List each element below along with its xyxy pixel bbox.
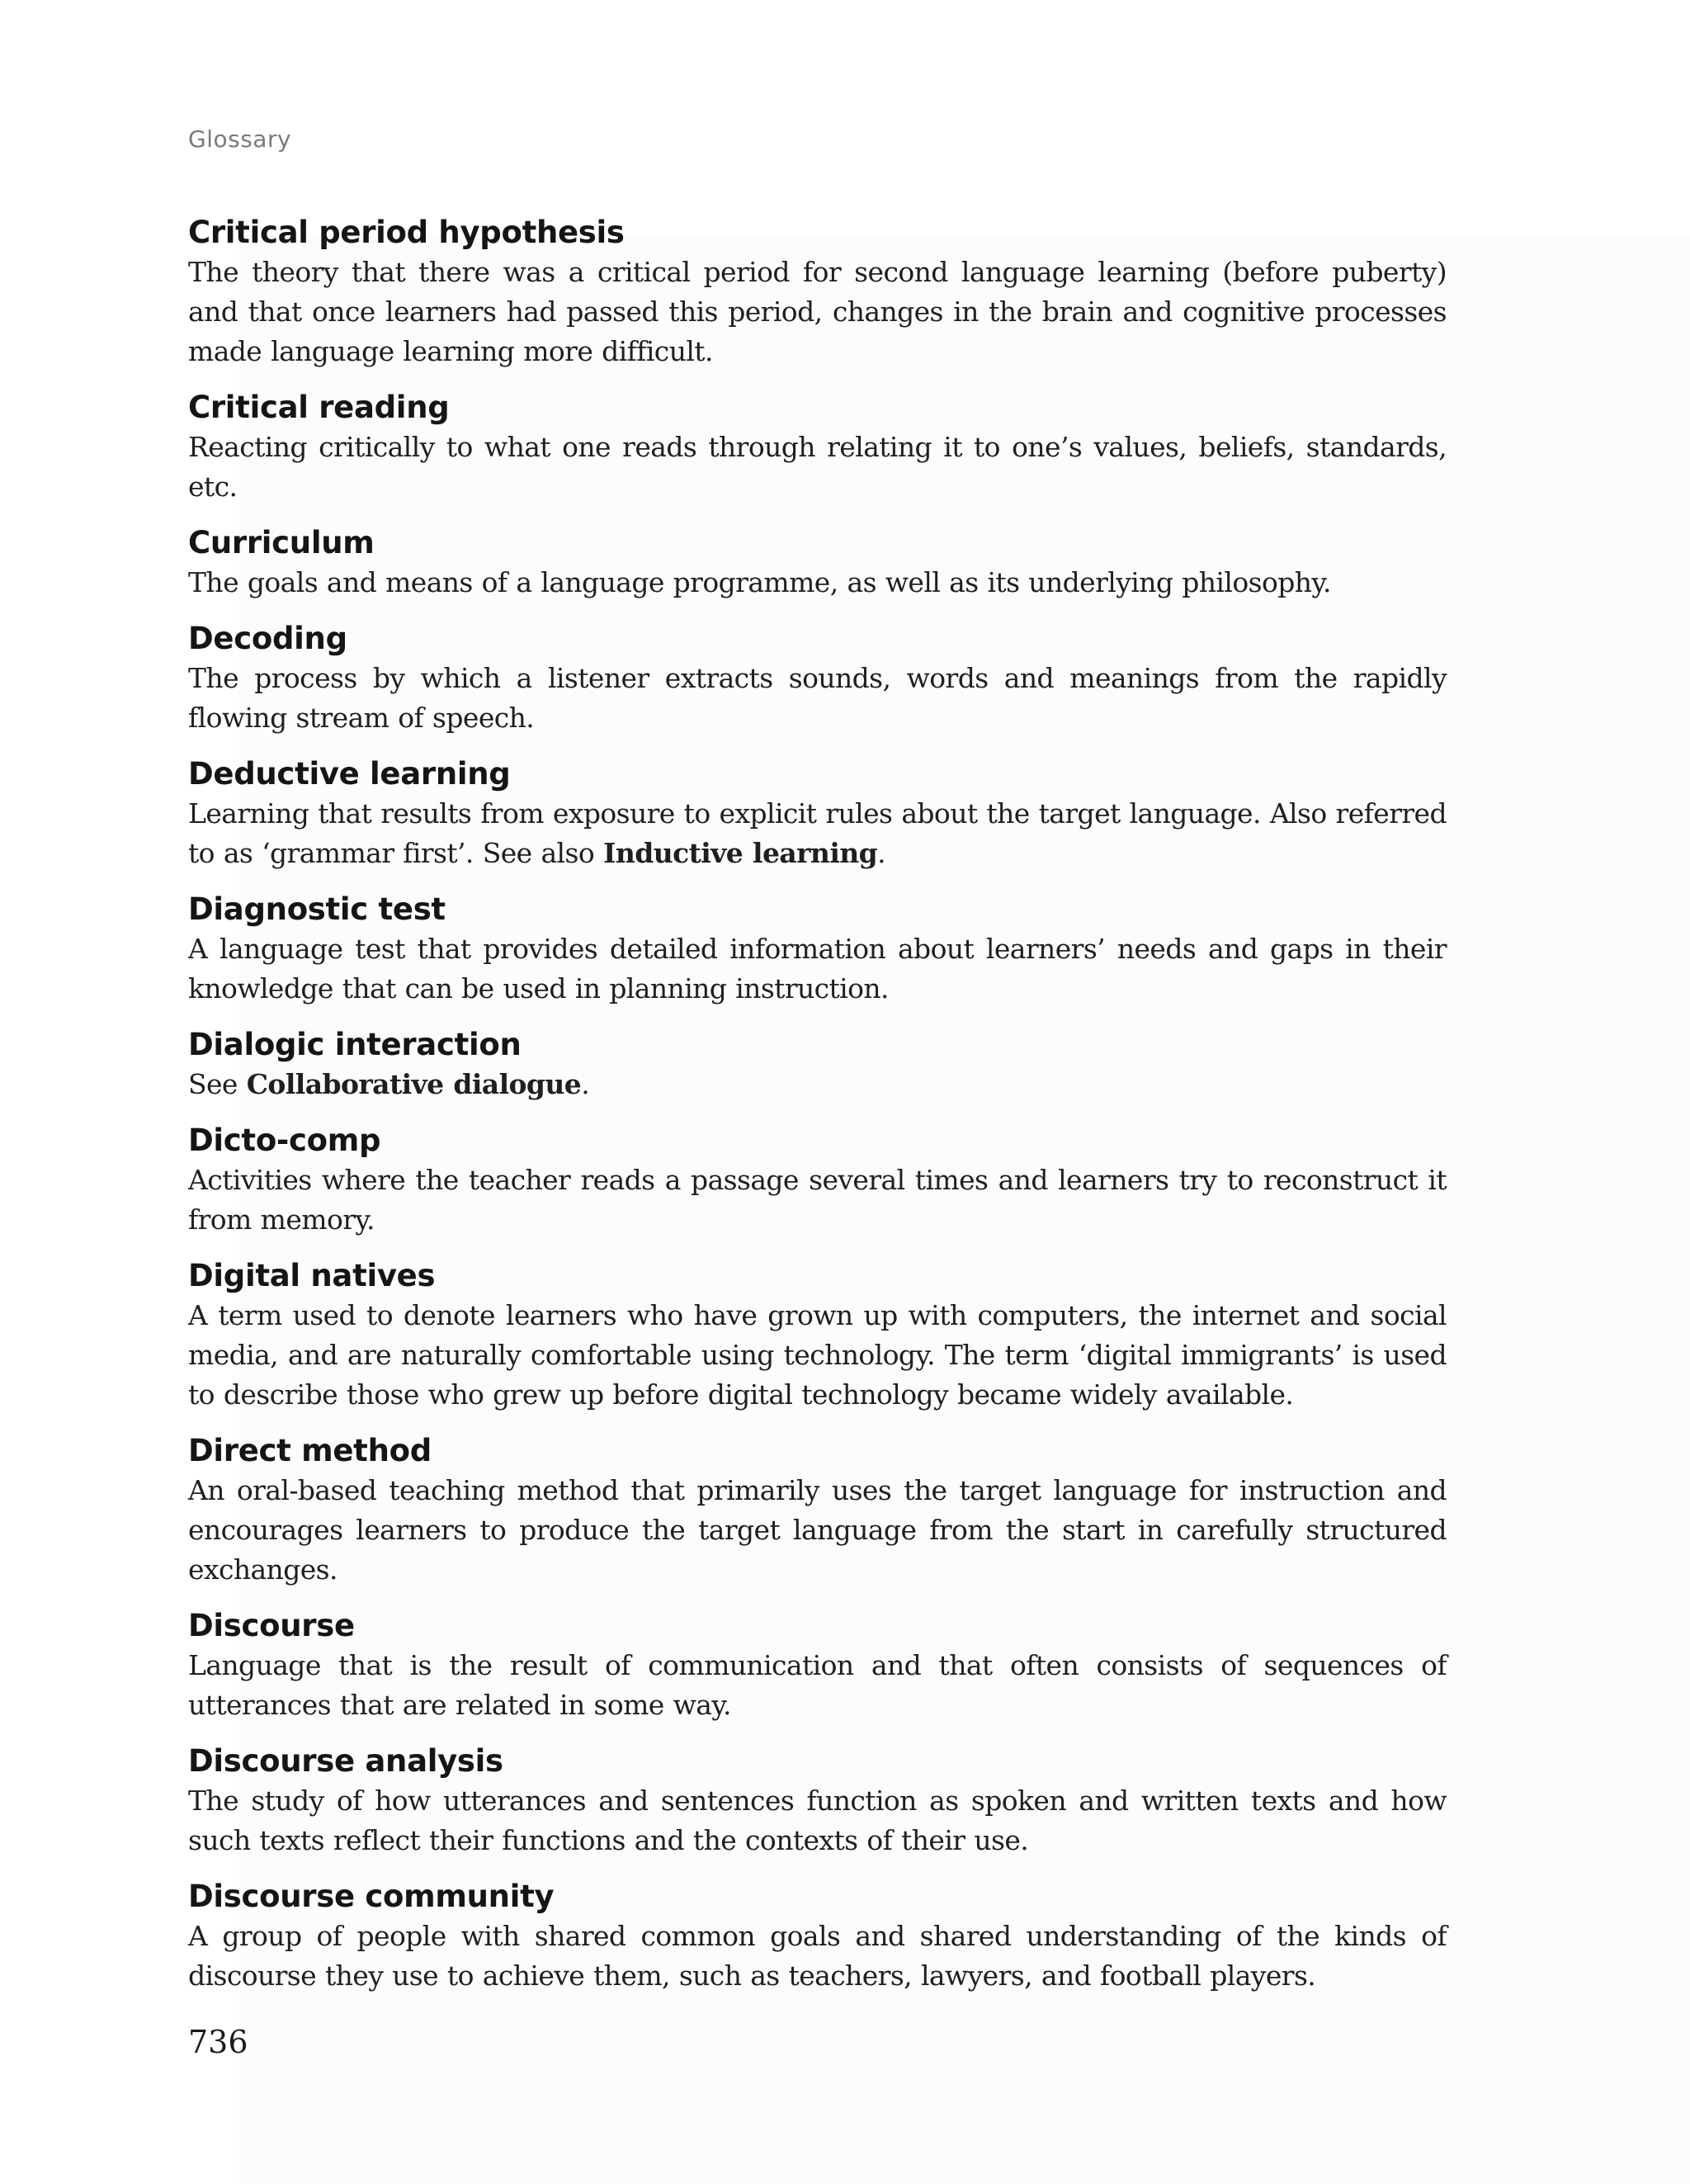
glossary-term: Critical period hypothesis (188, 215, 625, 250)
glossary-definition (188, 794, 1447, 873)
glossary-entry (188, 388, 1447, 507)
glossary-definition: Language that is the result of communication and that often consists of sequences of utterances that are related in some way. (188, 1649, 1447, 1721)
glossary-entry (188, 1606, 1447, 1725)
definition-text: Learning that results from exposure to explicit rules about the target language. Also referred to as ‘grammar first’. See also (188, 797, 1447, 869)
glossary-entry (188, 1121, 1447, 1240)
glossary-definition: Activities where the teacher reads a passage several times and learners try to reconstruct it from memory. (188, 1164, 1447, 1236)
glossary-entry (188, 1025, 1447, 1104)
glossary-entry (188, 1431, 1447, 1590)
glossary-entries (188, 213, 1447, 2012)
glossary-entry (188, 754, 1447, 873)
page-number: 736 (188, 2024, 248, 2060)
glossary-definition: A language test that provides detailed information about learners’ needs and gaps in their knowledge that can be used in planning instruction. (188, 933, 1447, 1005)
glossary-term: Direct method (188, 1433, 432, 1468)
glossary-term: Diagnostic test (188, 891, 446, 927)
glossary-entry (188, 619, 1447, 738)
cross-reference: Collaborative dialogue (246, 1068, 582, 1100)
definition-text: See (188, 1068, 238, 1100)
glossary-entry (188, 523, 1447, 603)
glossary-entry (188, 1877, 1447, 1996)
glossary-term: Critical reading (188, 390, 450, 425)
glossary-definition: A term used to denote learners who have grown up with computers, the internet and social media, and are naturally comfortable using technology. The term ‘digital immigrants’ is used to describe those who grew up before digital technology became widely available. (188, 1299, 1447, 1411)
glossary-term: Decoding (188, 621, 347, 656)
glossary-term: Discourse analysis (188, 1743, 503, 1779)
glossary-entry (188, 890, 1447, 1009)
glossary-term: Dialogic interaction (188, 1027, 522, 1062)
glossary-definition: The theory that there was a critical period for second language learning (before puberty) and that once learners had passed this period, changes in the brain and cognitive processes made language learning more difficult. (188, 256, 1447, 367)
glossary-entry (188, 1742, 1447, 1860)
glossary-definition: A group of people with shared common goals and shared understanding of the kinds of discourse they use to achieve them, such as teachers, lawyers, and football players. (188, 1920, 1447, 1992)
glossary-term: Discourse community (188, 1879, 555, 1914)
cross-reference: Inductive learning (603, 837, 878, 869)
glossary-definition (188, 1065, 1447, 1104)
glossary-term: Curriculum (188, 525, 375, 560)
glossary-definition: The study of how utterances and sentences function as spoken and written texts and how such texts reflect their functions and the contexts of their use. (188, 1785, 1447, 1856)
glossary-term: Dicto-comp (188, 1123, 381, 1158)
glossary-definition: An oral-based teaching method that primarily uses the target language for instruction and encourages learners to produce the target language from the start in carefully structured exchanges. (188, 1474, 1447, 1586)
glossary-term: Discourse (188, 1608, 355, 1643)
running-head: Glossary (188, 125, 292, 153)
glossary-definition: The goals and means of a language programme, as well as its underlying philosophy. (188, 566, 1331, 598)
definition-punctuation: . (581, 1068, 590, 1100)
glossary-entry (188, 213, 1447, 371)
glossary-definition: The process by which a listener extracts sounds, words and meanings from the rapidly flowing stream of speech. (188, 662, 1447, 734)
glossary-term: Digital natives (188, 1258, 436, 1293)
glossary-term: Deductive learning (188, 756, 511, 792)
glossary-entry (188, 1256, 1447, 1415)
glossary-definition: Reacting critically to what one reads through relating it to one’s values, beliefs, standards, etc. (188, 431, 1447, 503)
definition-punctuation: . (877, 837, 886, 869)
